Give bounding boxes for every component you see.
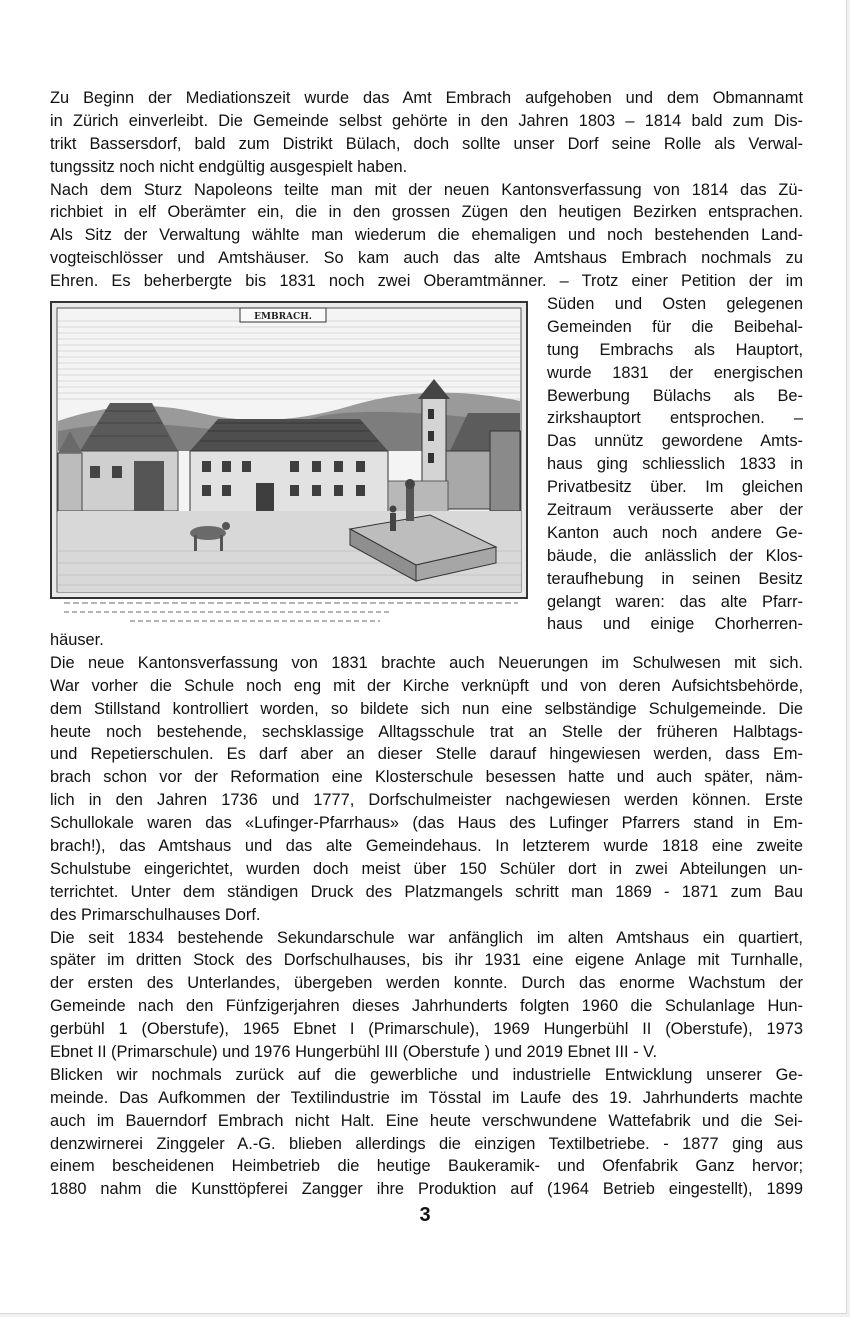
text-line: War vorher die Schule noch eng mit der Kirche verknüpft und von deren Aufsichtsbehörde,	[50, 676, 803, 695]
text-line: tung Embrachs als Hauptort,	[547, 340, 803, 359]
text-line: einem bescheidenen Heimbetrieb die heutige Baukeramik- und Ofenfabrik Ganz hervor;	[50, 1157, 803, 1176]
text-line: haus und einige Chorherren-	[547, 615, 803, 634]
text-line: lich in den Jahren 1736 und 1777, Dorfschulmeister nachgewiesen werden können. Erste	[50, 791, 803, 810]
text-line: gelangt waren: das alte Pfarr-	[547, 592, 803, 611]
text-line: häuser.	[50, 631, 104, 649]
text-line: wurde 1831 der energischen	[547, 363, 803, 382]
text-line: zirkshauptort entsprochen. –	[547, 409, 803, 428]
text-block-top	[50, 87, 803, 293]
text-line: tungssitz noch nicht endgültig ausgespielt haben.	[50, 157, 408, 176]
text-line: brach schon vor der Reformation eine Klosterschule besessen hatte und auch später, näm-	[50, 768, 803, 787]
text-line: bäude, die anlässlich der Klos-	[547, 546, 803, 565]
text-line: auch im Bauerndorf Embrach nicht Halt. Eine heute verschwundene Wattefabrik und die Sei-	[50, 1111, 803, 1130]
text-line: Ebnet II (Primarschule) und 1976 Hungerbühl III (Oberstufe ) und 2019 Ebnet III - V.	[50, 1043, 658, 1062]
text-line: Bewerbung Bülachs als Be-	[547, 386, 803, 405]
text-line: denzwirnerei Zinggeler A.-G. blieben allerdings die einzigen Textilbetriebe. - 1877 ging aus	[50, 1134, 803, 1153]
text-line: vogteischlösser und Amtshäuser. So kam auch das alte Amtshaus Embrach nochmals zu	[50, 249, 803, 268]
text-line: 1880 nahm die Kunsttöpferei Zangger ihre Produktion auf (1964 Betrieb eingestellt), 1899	[50, 1180, 803, 1199]
text-wrap-column	[547, 293, 803, 636]
text-line: teraufhebung in seinen Besitz	[547, 569, 803, 588]
text-line: Nach dem Sturz Napoleons teilte man mit der neuen Kantonsverfassung von 1814 das Zü-	[50, 180, 803, 199]
engraving-title: EMBRACH.	[254, 312, 312, 322]
engraving-embrach-illustration	[50, 301, 528, 626]
text-line: richbiet in elf Oberämter ein, die in den grossen Zügen den heutigen Bezirken entsprachen.	[50, 203, 803, 222]
page-number: 3	[419, 1204, 431, 1226]
text-line: Das unnütz gewordene Amts-	[547, 432, 803, 451]
text-line: Die seit 1834 bestehende Sekundarschule war anfänglich im alten Amtshaus ein quartiert,	[50, 928, 803, 947]
text-line: und Repetierschulen. Es darf aber an dieser Stelle darauf hingewiesen werden, dass Em-	[50, 745, 803, 764]
text-line: später im dritten Stock des Dorfschulhauses, bis ihr 1931 eine eigene Anlage mit Turnhalle,	[50, 951, 803, 970]
text-line: heute noch bestehende, sechsklassige Alltagsschule trat an Stelle der früheren Halbtags-	[50, 722, 803, 741]
text-line: dem Stillstand kontrolliert worden, so bildete sich nun eine selbständige Schulgemeinde. Die	[50, 699, 803, 718]
text-line: haus ging schliesslich 1833 in	[547, 455, 803, 474]
text-block-bottom	[50, 629, 803, 1201]
text-line: Als Sitz der Verwaltung wählte man wiederum die ehemaligen und noch bestehenden Land-	[50, 226, 803, 245]
text-line: Zu Beginn der Mediationszeit wurde das Amt Embrach aufgehoben und dem Obmannamt	[50, 89, 803, 107]
text-line: meinde. Das Aufkommen der Textilindustrie im Tösstal im Laufe des 19. Jahrhunderts machte	[50, 1088, 803, 1107]
text-line: Privatbesitz über. Im gleichen	[547, 478, 803, 497]
text-line: brach!), das Amtshaus und das alte Gemeindehaus. In letzterem wurde 1818 eine zweite	[50, 837, 803, 856]
text-line: Süden und Osten gelegenen	[547, 295, 803, 313]
text-line: Die neue Kantonsverfassung von 1831 brachte auch Neuerungen im Schulwesen mit sich.	[50, 653, 803, 672]
text-line: Gemeinde nach den Fünfzigerjahren dieses Jahrhunderts folgten 1960 die Schulanlage Hun-	[50, 997, 803, 1016]
text-line: terrichtet. Unter dem ständigen Druck des Platzmangels schritt man 1869 - 1871 zum Bau	[50, 882, 803, 901]
text-line: in Zürich einverleibt. Die Gemeinde selbst gehörte in den Jahren 1803 – 1814 bald zum Dis-	[50, 111, 803, 130]
text-line: der ersten des Unterlandes, übergeben werden konnte. Durch das enorme Wachstum der	[50, 974, 803, 993]
text-line: Zeitraum veräusserte aber der	[547, 501, 803, 520]
engraving-figure	[50, 301, 528, 626]
text-line: trikt Bassersdorf, bald zum Distrikt Bülach, doch sollte unser Dorf seine Rolle als Verwal-	[50, 134, 803, 153]
text-line: Blicken wir nochmals zurück auf die gewerbliche und industrielle Entwicklung unserer Ge-	[50, 1065, 803, 1084]
text-line: Schullokale waren das «Lufinger-Pfarrhaus» (das Haus des Lufinger Pfarrers stand in Em-	[50, 814, 803, 833]
text-line: Schulstube eingerichtet, wurden doch meist über 150 Schüler dort in zwei Abteilungen un-	[50, 859, 803, 878]
text-line: Gemeinden für die Beibehal-	[547, 317, 803, 336]
text-line: des Primarschulhauses Dorf.	[50, 905, 261, 924]
text-line: Ehren. Es beherbergte bis 1831 noch zwei Oberamtmänner. – Trotz einer Petition der im	[50, 272, 803, 291]
text-line: Kanton auch noch andere Ge-	[547, 523, 803, 542]
text-line: gerbühl 1 (Oberstufe), 1965 Ebnet I (Primarschule), 1969 Hungerbühl II (Oberstufe), 1973	[50, 1020, 803, 1039]
